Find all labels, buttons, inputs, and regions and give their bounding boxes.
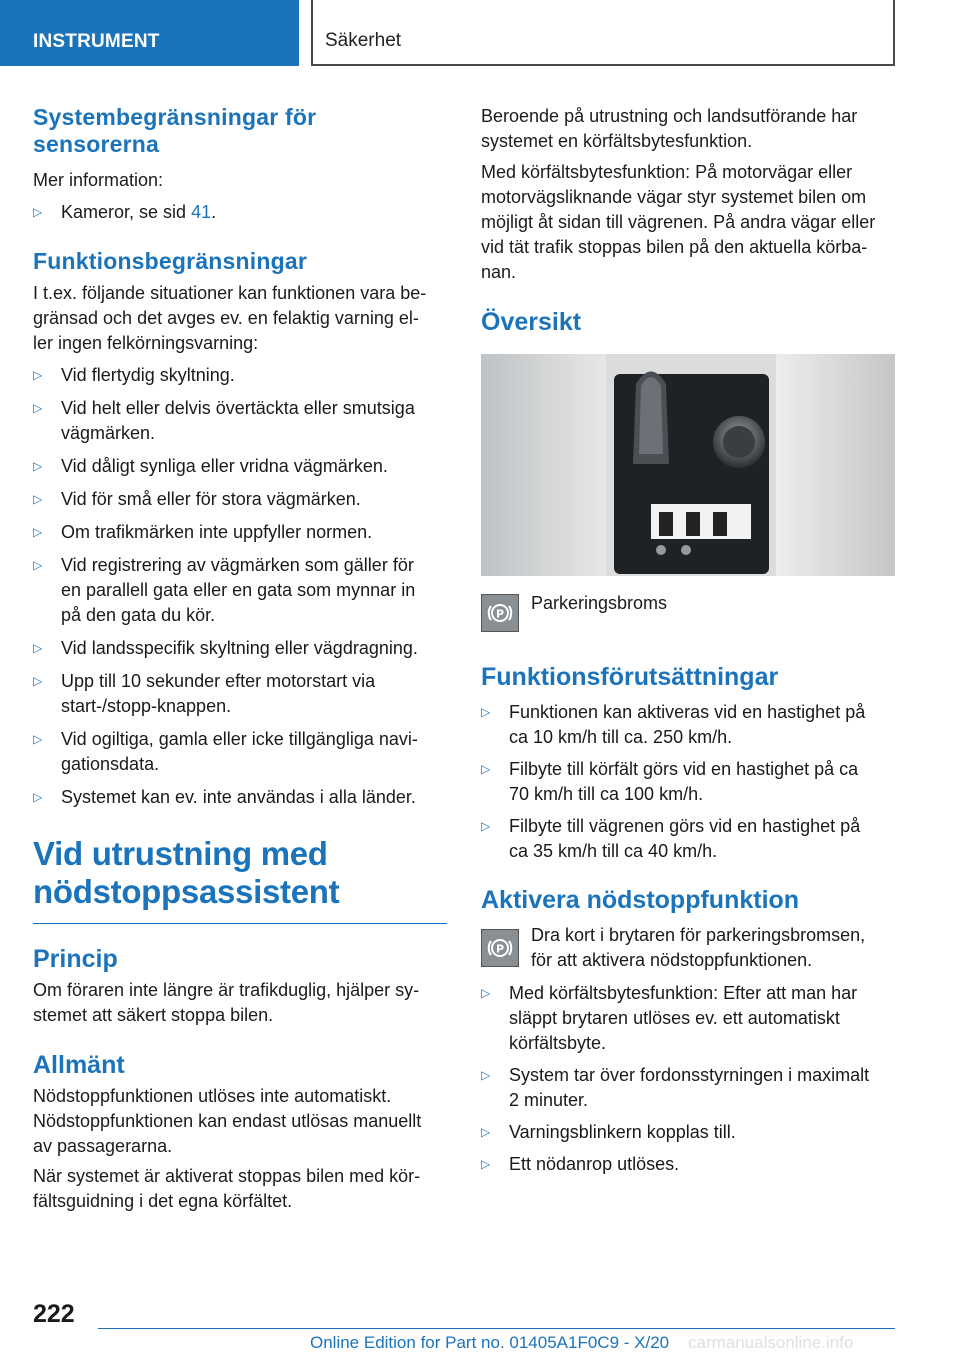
list-item	[33, 727, 447, 777]
parking-brake-icon	[481, 594, 519, 632]
list-item-line: Vid landsspecifik skyltning eller vägdragning.	[61, 638, 418, 658]
list-item	[33, 553, 447, 628]
sensor-limits-heading: Systembegränsningar för sensorerna	[33, 104, 317, 157]
activate-row	[481, 927, 895, 973]
list-item-line: gationsdata.	[61, 754, 160, 774]
list-item-line: System tar över fordonsstyrningen i maximalt	[509, 1065, 870, 1085]
prerequisites-list	[481, 700, 895, 864]
triangle-bullet-icon: ▷	[33, 641, 43, 655]
triangle-bullet-icon: ▷	[481, 1125, 491, 1139]
list-item-line: Vid registrering av vägmärken som gäller för	[61, 555, 414, 575]
list-item-line: Med körfältsbytesfunktion: Efter att man har	[509, 983, 858, 1003]
list-item-line: körfältsbyte.	[509, 1033, 607, 1053]
triangle-bullet-icon: ▷	[481, 986, 491, 1000]
triangle-bullet-icon: ▷	[481, 1157, 491, 1171]
list-item-line: Filbyte till vägrenen görs vid en hastighet på	[509, 816, 861, 836]
heading-divider	[33, 923, 447, 924]
watermark: carmanualsonline.info	[688, 1333, 854, 1352]
page-header	[0, 0, 960, 66]
triangle-bullet-icon: ▷	[33, 368, 43, 382]
list-item-line: Vid dåligt synliga eller vridna vägmärken.	[61, 456, 388, 476]
triangle-bullet-icon: ▷	[33, 459, 43, 473]
left-column	[33, 100, 447, 1214]
list-item	[481, 814, 895, 864]
triangle-bullet-icon: ▷	[481, 762, 491, 776]
allmant-heading: Allmänt	[33, 1051, 125, 1079]
list-item-line: en parallell gata eller en gata som mynnar in	[61, 580, 416, 600]
list-item-line: Vid helt eller delvis övertäckta eller smutsiga	[61, 398, 415, 418]
list-item	[33, 520, 447, 545]
parking-brake-icon	[481, 929, 519, 967]
triangle-bullet-icon: ▷	[33, 401, 43, 415]
list-item-line: 70 km/h till ca 100 km/h.	[509, 784, 704, 804]
allmant-text-2: När systemet är aktiverat stoppas bilen med kör- fältsguidning i det egna körfältet.	[33, 1166, 421, 1211]
triangle-bullet-icon: ▷	[33, 492, 43, 506]
activate-text: Dra kort i brytaren för parkeringsbromsen, för att aktivera nödstoppfunktionen.	[531, 925, 866, 970]
list-item-line: start-/stopp-knappen.	[61, 696, 232, 716]
list-item-line: Varningsblinkern kopplas till.	[509, 1122, 736, 1142]
function-limits-heading: Funktionsbegränsningar	[33, 248, 308, 274]
list-item-line: Upp till 10 sekunder efter motorstart via	[61, 671, 376, 691]
list-item	[33, 487, 447, 512]
triangle-bullet-icon: ▷	[481, 819, 491, 833]
edition-text: Online Edition for Part no. 01405A1F0C9 - X/20	[310, 1333, 670, 1352]
list-item	[33, 396, 447, 446]
svg-text:P: P	[495, 607, 505, 621]
list-item	[481, 757, 895, 807]
triangle-bullet-icon: ▷	[33, 732, 43, 746]
list-item	[481, 1120, 895, 1145]
triangle-bullet-icon: ▷	[33, 525, 43, 539]
list-item	[33, 454, 447, 479]
list-item	[481, 1152, 895, 1177]
page-number: 222	[33, 1300, 75, 1328]
parking-brake-label: Parkeringsbroms	[531, 593, 668, 613]
list-item	[33, 785, 447, 810]
parking-brake-row	[481, 594, 895, 632]
svg-text:P: P	[495, 942, 505, 956]
list-item-line: på den gata du kör.	[61, 605, 216, 625]
allmant-text: Nödstoppfunktionen utlöses inte automatiskt. Nödstoppfunktionen kan endast utlösas manuellt av passagerarna.	[33, 1086, 422, 1156]
list-item-line: vägmärken.	[61, 423, 156, 443]
activate-list	[481, 981, 895, 1177]
function-limits-list	[33, 363, 447, 810]
lane-change-text: Med körfältsbytesfunktion: På motorvägar eller motorvägsliknande vägar styr systemet bilen om möjligt åt sidan till vägrenen. På andra vägar eller vid tät trafik stoppas bilen på den aktuella körba- nan.	[481, 162, 876, 282]
list-item-line: Ett nödanrop utlöses.	[509, 1154, 680, 1174]
triangle-bullet-icon: ▷	[33, 790, 43, 804]
list-item-line: ca 35 km/h till ca 40 km/h.	[509, 841, 718, 861]
triangle-bullet-icon: ▷	[33, 558, 43, 572]
list-item: ▷ Kameror, se sid 41.	[33, 200, 447, 225]
list-item-line: Vid flertydig skyltning.	[61, 365, 235, 385]
lane-change-intro: Beroende på utrustning och landsutförande har systemet en körfältsbytesfunktion.	[481, 106, 858, 151]
list-item	[33, 669, 447, 719]
list-item-line: ca 10 km/h till ca. 250 km/h.	[509, 727, 733, 747]
list-item	[481, 700, 895, 750]
list-item-line: Systemet kan ev. inte användas i alla länder.	[61, 787, 416, 807]
list-item	[481, 981, 895, 1056]
overview-heading: Översikt	[481, 308, 582, 336]
prerequisites-heading: Funktionsförutsättningar	[481, 663, 779, 691]
console-illustration	[481, 354, 895, 576]
right-column	[481, 100, 895, 1177]
function-limits-intro: I t.ex. följande situationer kan funktionen vara be- gränsad och det avges ev. en felaktig varning el- ler ingen felkörningsvarning:	[33, 283, 427, 353]
list-item-line: Filbyte till körfält görs vid en hastighet på ca	[509, 759, 859, 779]
activate-heading: Aktivera nödstoppfunktion	[481, 886, 800, 914]
page-link-41[interactable]: 41	[191, 202, 212, 222]
center-console-photo	[481, 354, 895, 576]
triangle-bullet-icon: ▷	[33, 205, 43, 219]
list-item-line: Vid ogiltiga, gamla eller icke tillgängliga navi-	[61, 729, 418, 749]
list-item-line: Vid för små eller för stora vägmärken.	[61, 489, 361, 509]
chapter-title: Säkerhet	[325, 30, 402, 51]
list-item	[33, 363, 447, 388]
more-info-text: Mer information:	[33, 170, 164, 190]
princip-text: Om föraren inte längre är trafikduglig, hjälper sy- stemet att säkert stoppa bilen.	[33, 980, 420, 1025]
list-item-line: Om trafikmärken inte uppfyller normen.	[61, 522, 373, 542]
more-info-list	[33, 200, 447, 225]
footer-divider	[98, 1328, 895, 1329]
emergency-stop-assistant-heading: Vid utrustning med nödstoppsassistent	[33, 835, 340, 910]
triangle-bullet-icon: ▷	[481, 705, 491, 719]
princip-heading: Princip	[33, 945, 118, 973]
list-item-line: Funktionen kan aktiveras vid en hastighet på	[509, 702, 866, 722]
triangle-bullet-icon: ▷	[33, 674, 43, 688]
list-item	[481, 1063, 895, 1113]
list-item	[33, 636, 447, 661]
list-item-line: 2 minuter.	[509, 1090, 589, 1110]
list-item-line: släppt brytaren utlöses ev. ett automatiskt	[509, 1008, 840, 1028]
triangle-bullet-icon: ▷	[481, 1068, 491, 1082]
section-tab: INSTRUMENT	[0, 0, 299, 66]
